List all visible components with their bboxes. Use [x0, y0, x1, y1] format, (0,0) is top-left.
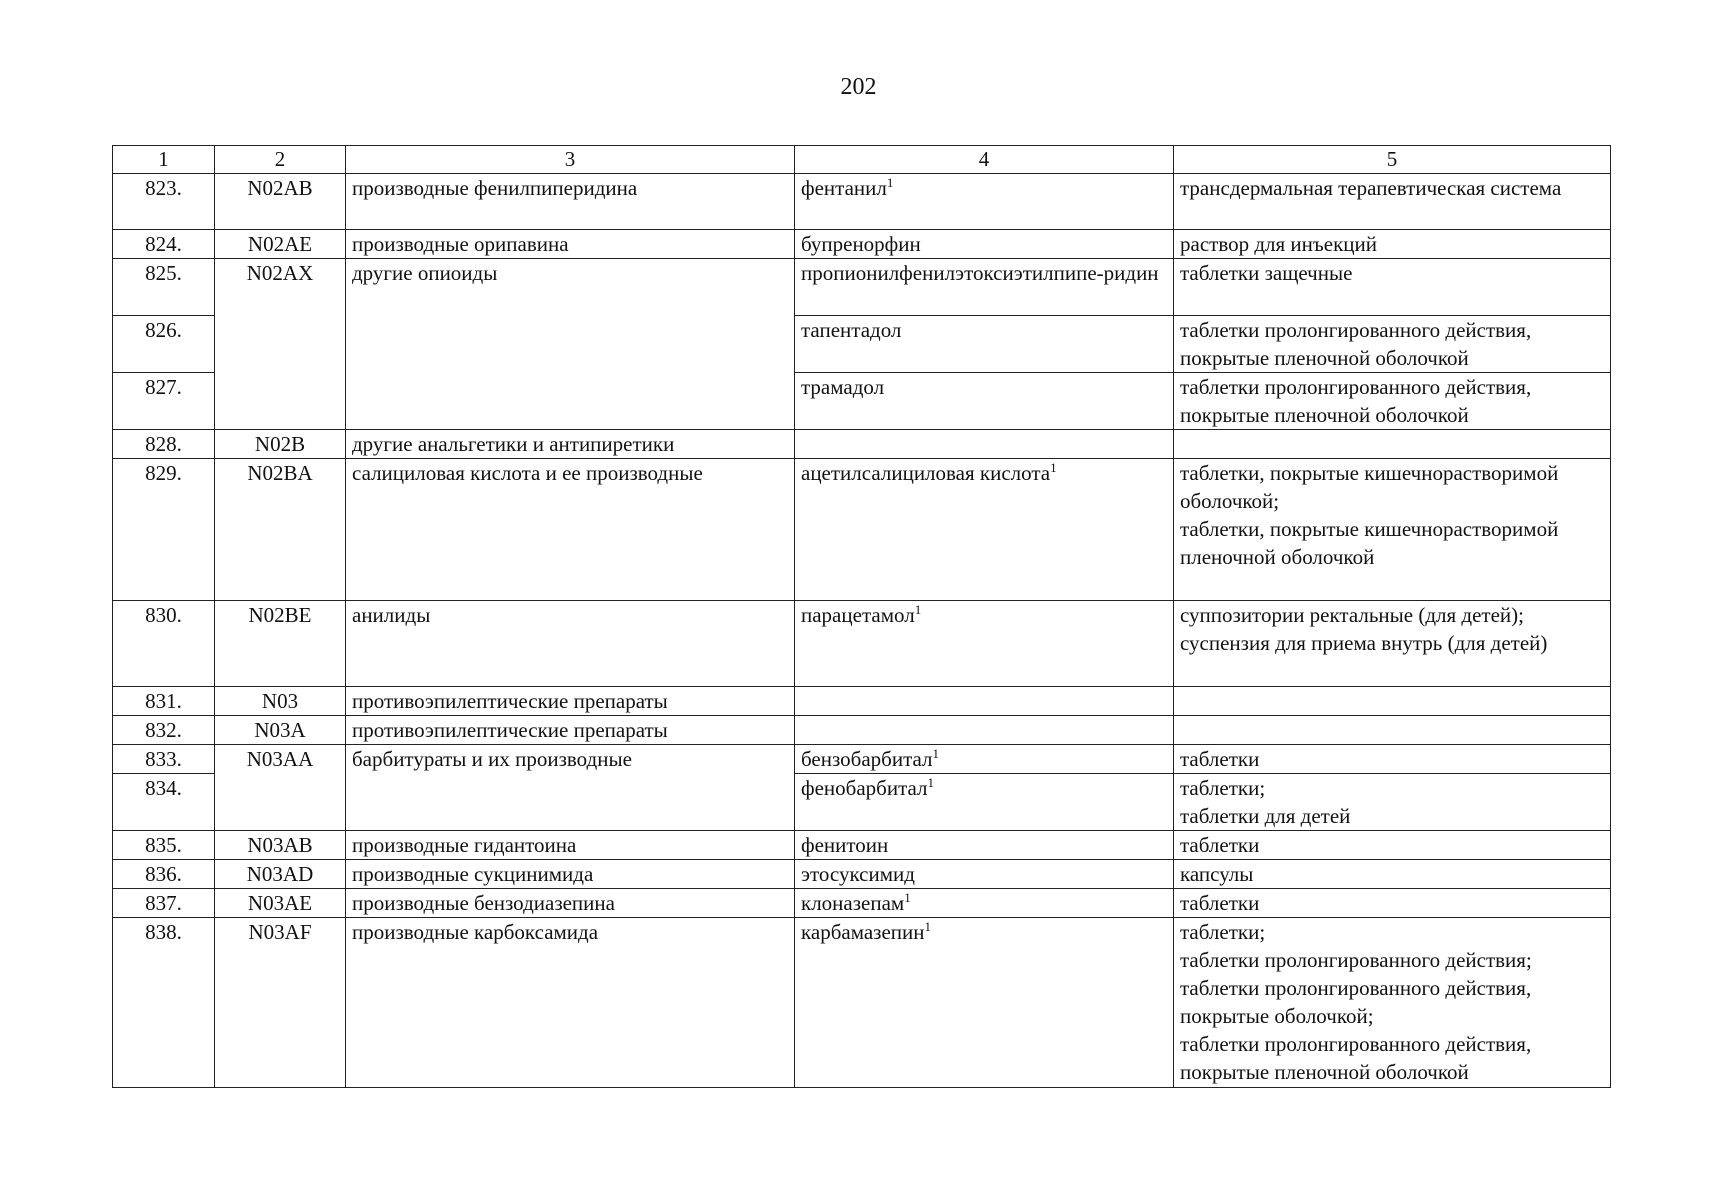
- table-row: [113, 430, 1611, 459]
- drug-name: карбамазепин: [801, 920, 925, 944]
- row-number: 829.: [113, 459, 215, 601]
- dosage-forms: [1174, 745, 1611, 774]
- dosage-forms: [1174, 430, 1611, 459]
- pharmacological-group: салициловая кислота и ее производные: [346, 459, 795, 601]
- dosage-forms: [1174, 831, 1611, 860]
- dosage-form: таблетки, покрытые кишечнорастворимой оболочкой;: [1180, 461, 1559, 513]
- dosage-forms: [1174, 716, 1611, 745]
- pharmacological-group: производные орипавина: [346, 230, 795, 259]
- dosage-form: таблетки: [1180, 891, 1260, 915]
- atc-code: N03AD: [215, 860, 346, 889]
- dosage-form: трансдермальная терапевтическая система: [1180, 176, 1562, 200]
- dosage-forms: [1174, 860, 1611, 889]
- table-row: [113, 687, 1611, 716]
- dosage-forms: [1174, 774, 1611, 831]
- drug-cell: [795, 459, 1174, 601]
- dosage-form: таблетки, покрытые кишечнорастворимой пленочной оболочкой: [1180, 517, 1559, 569]
- table-header-row: [113, 146, 1611, 174]
- footnote-mark: 1: [904, 890, 911, 905]
- dosage-forms: [1174, 174, 1611, 230]
- column-header: 4: [795, 146, 1174, 174]
- pharmacological-group: анилиды: [346, 601, 795, 687]
- row-number: 833.: [113, 745, 215, 774]
- drug-cell: [795, 831, 1174, 860]
- drug-cell: [795, 174, 1174, 230]
- pharmacological-group: барбитураты и их производные: [346, 745, 795, 831]
- footnote-mark: 1: [914, 602, 922, 617]
- column-header: 1: [113, 146, 215, 174]
- drug-name: бензобарбитал: [801, 747, 933, 771]
- drug-cell: [795, 373, 1174, 430]
- dosage-form: таблетки;: [1180, 776, 1266, 800]
- row-number: 823.: [113, 174, 215, 230]
- table-row: [113, 716, 1611, 745]
- dosage-form: таблетки пролонгированного действия;: [1180, 948, 1532, 972]
- row-number: 827.: [113, 373, 215, 430]
- drug-name: фенитоин: [801, 833, 889, 857]
- drug-cell: [795, 230, 1174, 259]
- pharmacological-group: производные карбоксамида: [346, 918, 795, 1088]
- drug-cell: [795, 316, 1174, 373]
- pharmacological-group: производные гидантоина: [346, 831, 795, 860]
- drug-name: трамадол: [801, 375, 885, 399]
- row-number: 824.: [113, 230, 215, 259]
- pharmacological-group: производные фенилпиперидина: [346, 174, 795, 230]
- atc-code: N02BA: [215, 459, 346, 601]
- dosage-forms: [1174, 316, 1611, 373]
- atc-code: N03: [215, 687, 346, 716]
- drug-name: пропионилфенилэтоксиэтилпипе-ридин: [801, 261, 1159, 285]
- drug-cell: [795, 860, 1174, 889]
- row-number: 834.: [113, 774, 215, 831]
- dosage-form: таблетки пролонгированного действия, покрытые оболочкой;: [1180, 976, 1532, 1028]
- pharmacological-group: производные сукцинимида: [346, 860, 795, 889]
- drug-cell: [795, 774, 1174, 831]
- row-number: 836.: [113, 860, 215, 889]
- dosage-form: капсулы: [1180, 862, 1254, 886]
- atc-code: N02B: [215, 430, 346, 459]
- table-row: [113, 459, 1611, 601]
- table-row: [113, 831, 1611, 860]
- atc-code: N03AE: [215, 889, 346, 918]
- footnote-mark: 1: [924, 919, 932, 934]
- dosage-form: таблетки: [1180, 747, 1260, 771]
- atc-code: N03AB: [215, 831, 346, 860]
- drug-name: этосуксимид: [801, 862, 915, 886]
- dosage-forms: [1174, 373, 1611, 430]
- drug-name: фенобарбитал: [801, 776, 928, 800]
- dosage-forms: [1174, 230, 1611, 259]
- table-row: [113, 860, 1611, 889]
- atc-code: N02AB: [215, 174, 346, 230]
- drug-name: парацетамол: [801, 603, 915, 627]
- row-number: 832.: [113, 716, 215, 745]
- row-number: 837.: [113, 889, 215, 918]
- dosage-form: таблетки: [1180, 833, 1260, 857]
- dosage-form: таблетки пролонгированного действия, покрытые пленочной оболочкой: [1180, 318, 1532, 370]
- row-number: 838.: [113, 918, 215, 1088]
- atc-code: N02BE: [215, 601, 346, 687]
- dosage-forms: [1174, 259, 1611, 316]
- dosage-form: суспензия для приема внутрь (для детей): [1180, 631, 1548, 655]
- dosage-form: таблетки;: [1180, 920, 1266, 944]
- dosage-forms: [1174, 889, 1611, 918]
- drug-cell: [795, 745, 1174, 774]
- atc-code: N03AA: [215, 745, 346, 831]
- row-number: 825.: [113, 259, 215, 316]
- dosage-form: таблетки пролонгированного действия, покрытые пленочной оболочкой: [1180, 1032, 1532, 1084]
- dosage-form: таблетки пролонгированного действия, покрытые пленочной оболочкой: [1180, 375, 1532, 427]
- column-header: 2: [215, 146, 346, 174]
- table-row: [113, 745, 1611, 774]
- row-number: 831.: [113, 687, 215, 716]
- footnote-mark: 1: [932, 746, 939, 761]
- dosage-forms: [1174, 918, 1611, 1088]
- footnote-mark: 1: [886, 175, 894, 190]
- drug-name: фентанил: [801, 176, 887, 200]
- table-row: [113, 889, 1611, 918]
- row-number: 835.: [113, 831, 215, 860]
- drug-cell: [795, 716, 1174, 745]
- drug-name: ацетилсалициловая кислота: [801, 461, 1051, 485]
- atc-code: N03AF: [215, 918, 346, 1088]
- drug-cell: [795, 430, 1174, 459]
- footnote-mark: 1: [927, 775, 935, 790]
- column-header: 5: [1174, 146, 1611, 174]
- dosage-form: таблетки защечные: [1180, 261, 1353, 285]
- pharmacological-group: противоэпилептические препараты: [346, 687, 795, 716]
- pharmacological-group: другие анальгетики и антипиретики: [346, 430, 795, 459]
- table-row: [113, 174, 1611, 230]
- atc-code: N03A: [215, 716, 346, 745]
- atc-code: N02AX: [215, 259, 346, 430]
- pharmacological-group: другие опиоиды: [346, 259, 795, 430]
- drug-name: тапентадол: [801, 318, 902, 342]
- page-number: 202: [840, 74, 877, 100]
- footnote-mark: 1: [1050, 460, 1057, 475]
- row-number: 828.: [113, 430, 215, 459]
- dosage-forms: [1174, 459, 1611, 601]
- drug-name: клоназепам: [801, 891, 905, 915]
- drug-table: [112, 145, 1611, 1088]
- row-number: 826.: [113, 316, 215, 373]
- column-header: 3: [346, 146, 795, 174]
- dosage-forms: [1174, 601, 1611, 687]
- table-row: [113, 259, 1611, 316]
- drug-cell: [795, 259, 1174, 316]
- drug-cell: [795, 889, 1174, 918]
- dosage-form: суппозитории ректальные (для детей);: [1180, 603, 1524, 627]
- dosage-form: таблетки для детей: [1180, 804, 1351, 828]
- row-number: 830.: [113, 601, 215, 687]
- drug-cell: [795, 687, 1174, 716]
- table-row: [113, 230, 1611, 259]
- drug-cell: [795, 601, 1174, 687]
- atc-code: N02AE: [215, 230, 346, 259]
- table-row: [113, 601, 1611, 687]
- table-row: [113, 918, 1611, 1088]
- dosage-form: раствор для инъекций: [1180, 232, 1377, 256]
- drug-name: бупренорфин: [801, 232, 921, 256]
- drug-cell: [795, 918, 1174, 1088]
- pharmacological-group: производные бензодиазепина: [346, 889, 795, 918]
- pharmacological-group: противоэпилептические препараты: [346, 716, 795, 745]
- dosage-forms: [1174, 687, 1611, 716]
